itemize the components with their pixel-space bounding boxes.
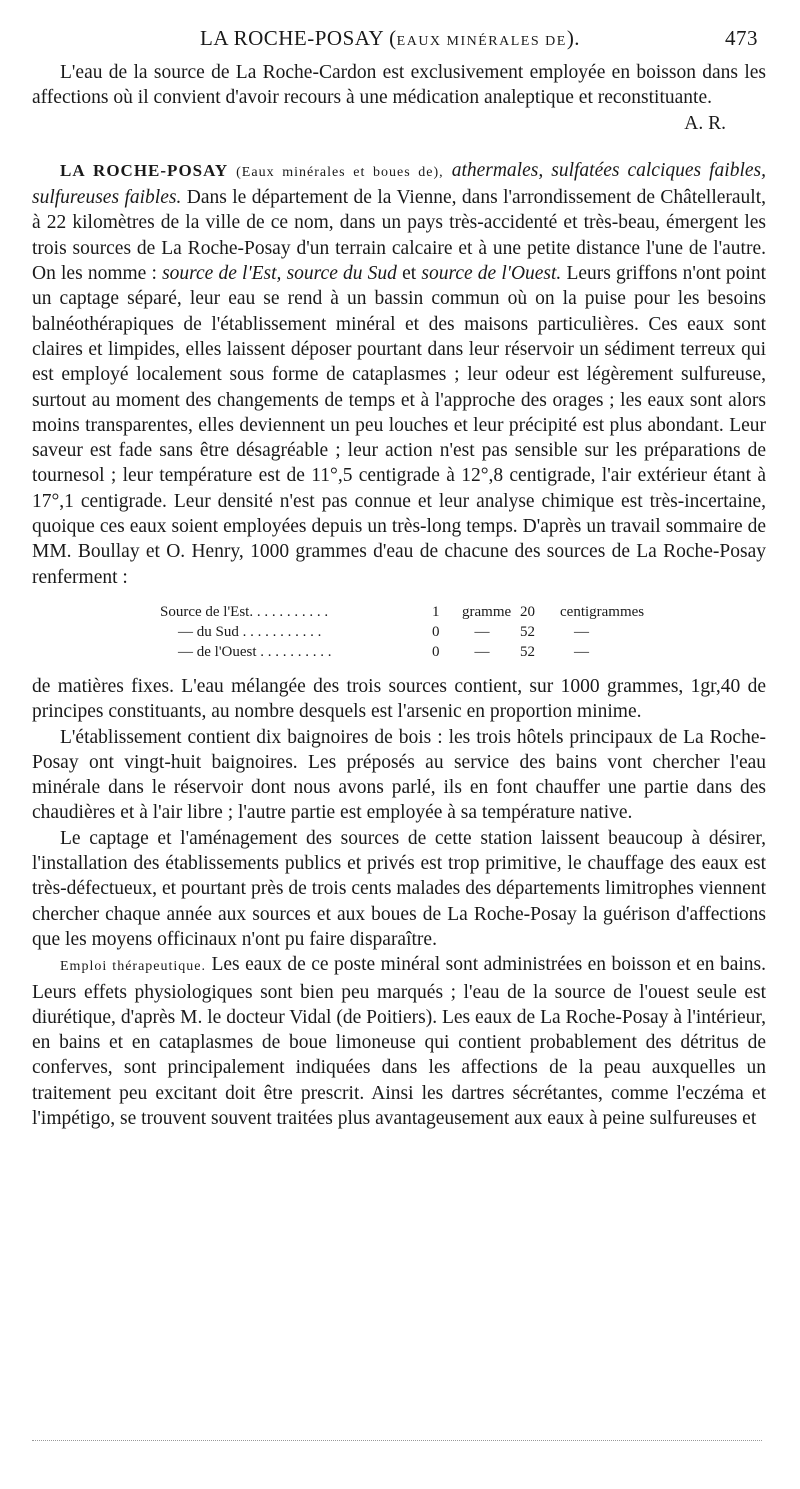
entry-heading-italic: athermales, sulfatées calciques faibles, sulfureuses faibles. — [32, 159, 766, 209]
analysis-table — [160, 602, 766, 662]
entry-and: et — [402, 263, 417, 285]
signature-line — [32, 111, 766, 136]
entry-heading-paren: (Eaux minérales et boues de), — [236, 164, 444, 180]
entry-italic-west: source de l'Ouest. — [421, 263, 562, 285]
table-cell: 0 — [432, 623, 440, 640]
table-cell: 0 — [432, 643, 440, 660]
table-row — [160, 622, 766, 642]
paragraph-captage: Le captage et l'aménagement des sources de cette station laissent beaucoup à désirer, l'installation des établissements publics et privés est trop primitive, le chauffage des eaux est très-défectueux, et pourtant près de trois cents malades des départements limitrophes viennent chercher chaque année aux sources et aux boues de La Roche-Posay la guérison d'affections que les moyens officinaux n'ont pu faire disparaître. — [32, 827, 766, 950]
running-title — [200, 26, 580, 51]
therapeutic-heading: Emploi thérapeutique. — [60, 959, 206, 975]
table-cell: centigrammes — [560, 603, 645, 620]
running-title-end: ). — [566, 26, 581, 50]
paragraph-establishment: L'établissement contient dix baignoires de bois : les trois hôtels principaux de La Roche-Posay ont vingt-huit baignoires. Les préposés au service des bains vont chercher l'eau minérale dans le réservoir dont nous avons parlé, ils en font chauffer une partie dans des chaudières et à l'air libre ; l'autre partie est employée à sa température native. — [32, 726, 766, 824]
running-title-main: LA ROCHE-POSAY ( — [200, 26, 397, 50]
therapeutic-text: Les eaux de ce poste minéral sont administrées en boisson et en bains. Leurs effets physiologiques sont bien peu marqués ; l'eau de la source de l'ouest seule est diurétique, d'après M. le docteur Vidal (de Poitiers). Les eaux de La Roche-Posay à l'intérieur, en bains et en cataplasmes de boue limoneuse qui contient probablement des détritus de conferves, sont principalement indiquées dans les affections de la peau auxquelles un traitement peu excitant doit être prescrit. Ainsi les dartres sécrétantes, comme l'eczéma et l'impétigo, se trouvent souvent traitées plus avantageusement aux eaux à peine sulfureuses et — [32, 954, 766, 1129]
paragraph-fixed-matter: de matières fixes. L'eau mélangée des trois sources contient, sur 1000 grammes, 1gr,40 de principes constituants, au nombre desquels est l'arsenic en proportion minime. — [32, 675, 766, 723]
paragraph-therapeutic — [32, 952, 766, 1131]
table-cell: — — [574, 643, 589, 660]
table-cell-source: — de l'Ouest . . . . . . . . . . — [178, 643, 332, 660]
table-cell: gramme — [462, 603, 512, 620]
table-cell: 1 — [432, 603, 440, 620]
table-cell-source: — du Sud . . . . . . . . . . . — [178, 623, 322, 640]
running-title-smallcaps: EAUX MINÉRALES DE — [396, 34, 567, 49]
table-cell: 20 — [520, 603, 535, 620]
entry-paragraph — [32, 158, 766, 590]
table-cell: 52 — [520, 623, 535, 640]
entry-text-2: Leurs griffons n'ont point un captage séparé, leur eau se rend à un bassin commun où on la puise pour les besoins balnéothérapiques de l'établissement minéral et des maisons particulières. Ces eaux sont claires et limpides, elles laissent déposer pourtant dans leur réservoir un sédiment terreux qui est employé localement sous forme de cataplasmes ; leur odeur est légèrement sulfureuse, surtout au moment des changements de temps et à l'approche des orages ; les eaux sont alors moins transparentes, elles deviennent un peu louches et leur précipité est plus abondant. Leur saveur est fade sans être désagréable ; leur action n'est pas sensible sur les préparations de tournesol ; leur température est de 11°,5 centigrade à 12°,8 centigrade, l'air extérieur étant à 17°,1 centigrade. Leur densité n'est pas connue et leur analyse chimique est très-incertaine, quoique ces eaux soient employées depuis un très-long temps. D'après un travail sommaire de MM. Boullay et O. Henry, 1000 grammes d'eau de chacune des sources de La Roche-Posay renferment : — [32, 263, 767, 588]
footer-rule — [32, 1440, 762, 1441]
table-cell: 52 — [520, 643, 535, 660]
entry-italic-sources: source de l'Est, source du Sud — [162, 263, 397, 285]
page-number: 473 — [725, 26, 758, 50]
running-header — [30, 26, 770, 56]
text-body — [32, 60, 766, 1131]
entry-text-1: Dans le département de la Vienne, dans l'arrondissement de Châtellerault, à 22 kilomètres de la ville de ce nom, dans un pays très-accidenté et très-beau, émergent les trois sources de La Roche-Posay d'un terrain calcaire et à une petite distance l'une de l'autre. On les nomme : — [32, 187, 766, 285]
entry-heading: LA ROCHE-POSAY — [60, 160, 229, 180]
table-cell: — — [574, 623, 589, 640]
table-cell: — — [474, 623, 490, 640]
author-signature: A. R. — [684, 112, 726, 134]
paragraph-roche-cardon: L'eau de la source de La Roche-Cardon est exclusivement employée en boisson dans les affections où il convient d'avoir recours à une médication analeptique et reconstituante. — [32, 62, 766, 109]
table-cell: — — [474, 643, 490, 660]
table-row — [160, 642, 766, 662]
table-row — [160, 602, 766, 622]
table-cell-source: Source de l'Est. . . . . . . . . . . — [160, 603, 329, 620]
